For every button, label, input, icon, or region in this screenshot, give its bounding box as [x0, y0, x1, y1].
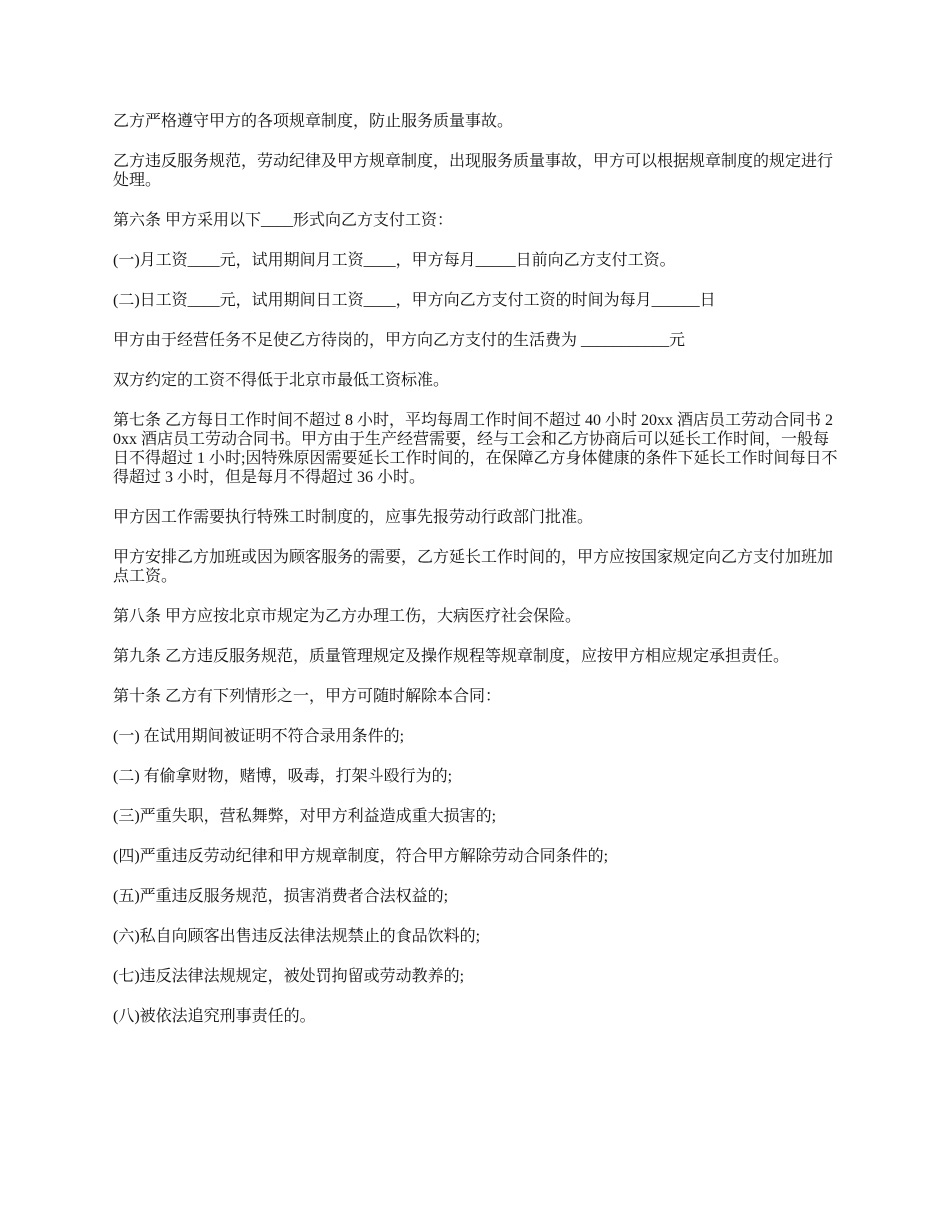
document-page [113, 112, 840, 1047]
paragraph-article-10: 第十条 乙方有下列情形之一，甲方可随时解除本合同： [113, 688, 502, 705]
paragraph-overtime-pay: 甲方安排乙方加班或因为顾客服务的需要，乙方延长工作时间的，甲方应按国家规定向乙方支付加班加点工资。 [113, 549, 834, 585]
list-item-3: (三)严重失职，营私舞弊，对甲方利益造成重大损害的; [113, 808, 497, 825]
list-item-1: (一) 在试用期间被证明不符合录用条件的; [113, 728, 405, 745]
paragraph-daily-wage: (二)日工资____元，试用期间日工资____，甲方向乙方支付工资的时间为每月______日 [113, 292, 716, 309]
paragraph-monthly-wage: (一)月工资____元，试用期间月工资____，甲方每月_____日前向乙方支付工资。 [113, 252, 676, 269]
list-item-7: (七)违反法律法规规定，被处罚拘留或劳动教养的; [113, 968, 465, 985]
paragraph-article-6: 第六条 甲方采用以下____形式向乙方支付工资： [113, 212, 454, 229]
list-item-5: (五)严重违反服务规范，损害消费者合法权益的; [113, 888, 449, 905]
list-item-6: (六)私自向顾客出售违反法律法规禁止的食品饮料的; [113, 928, 481, 945]
list-item-4: (四)严重违反劳动纪律和甲方规章制度，符合甲方解除劳动合同条件的; [113, 848, 609, 865]
paragraph-article-8: 第八条 甲方应按北京市规定为乙方办理工伤，大病医疗社会保险。 [113, 608, 582, 625]
paragraph-standby-allowance: 甲方由于经营任务不足使乙方待岗的，甲方向乙方支付的生活费为 ___________元 [113, 332, 686, 349]
list-item-8: (八)被依法追究刑事责任的。 [113, 1008, 316, 1025]
paragraph-minimum-wage: 双方约定的工资不得低于北京市最低工资标准。 [113, 372, 450, 389]
paragraph-article-9: 第九条 乙方违反服务规范，质量管理规定及操作规程等规章制度，应按甲方相应规定承担责任。 [113, 648, 790, 665]
paragraph-violation-handling: 乙方违反服务规范，劳动纪律及甲方规章制度，出现服务质量事故，甲方可以根据规章制度的规定进行处理。 [113, 153, 834, 189]
paragraph-compliance: 乙方严格遵守甲方的各项规章制度，防止服务质量事故。 [113, 113, 514, 130]
paragraph-special-hours: 甲方因工作需要执行特殊工时制度的，应事先报劳动行政部门批准。 [113, 509, 594, 526]
paragraph-article-7: 第七条 乙方每日工作时间不超过 8 小时，平均每周工作时间不超过 40 小时 20xx 酒店员工劳动合同书 20xx 酒店员工劳动合同书。甲方由于生产经营需要，经与工会和乙方协商后可以延长工作时间，一般每日不得超过 1 小时;因特殊原因需要延长工作时间的，在保障乙方身体健康的条件下延长工作时间每日不得超过 3 小时，但是每月不得超过 36 小时。 [113, 412, 838, 486]
list-item-2: (二) 有偷拿财物，赌博，吸毒，打架斗殴行为的; [113, 768, 453, 785]
